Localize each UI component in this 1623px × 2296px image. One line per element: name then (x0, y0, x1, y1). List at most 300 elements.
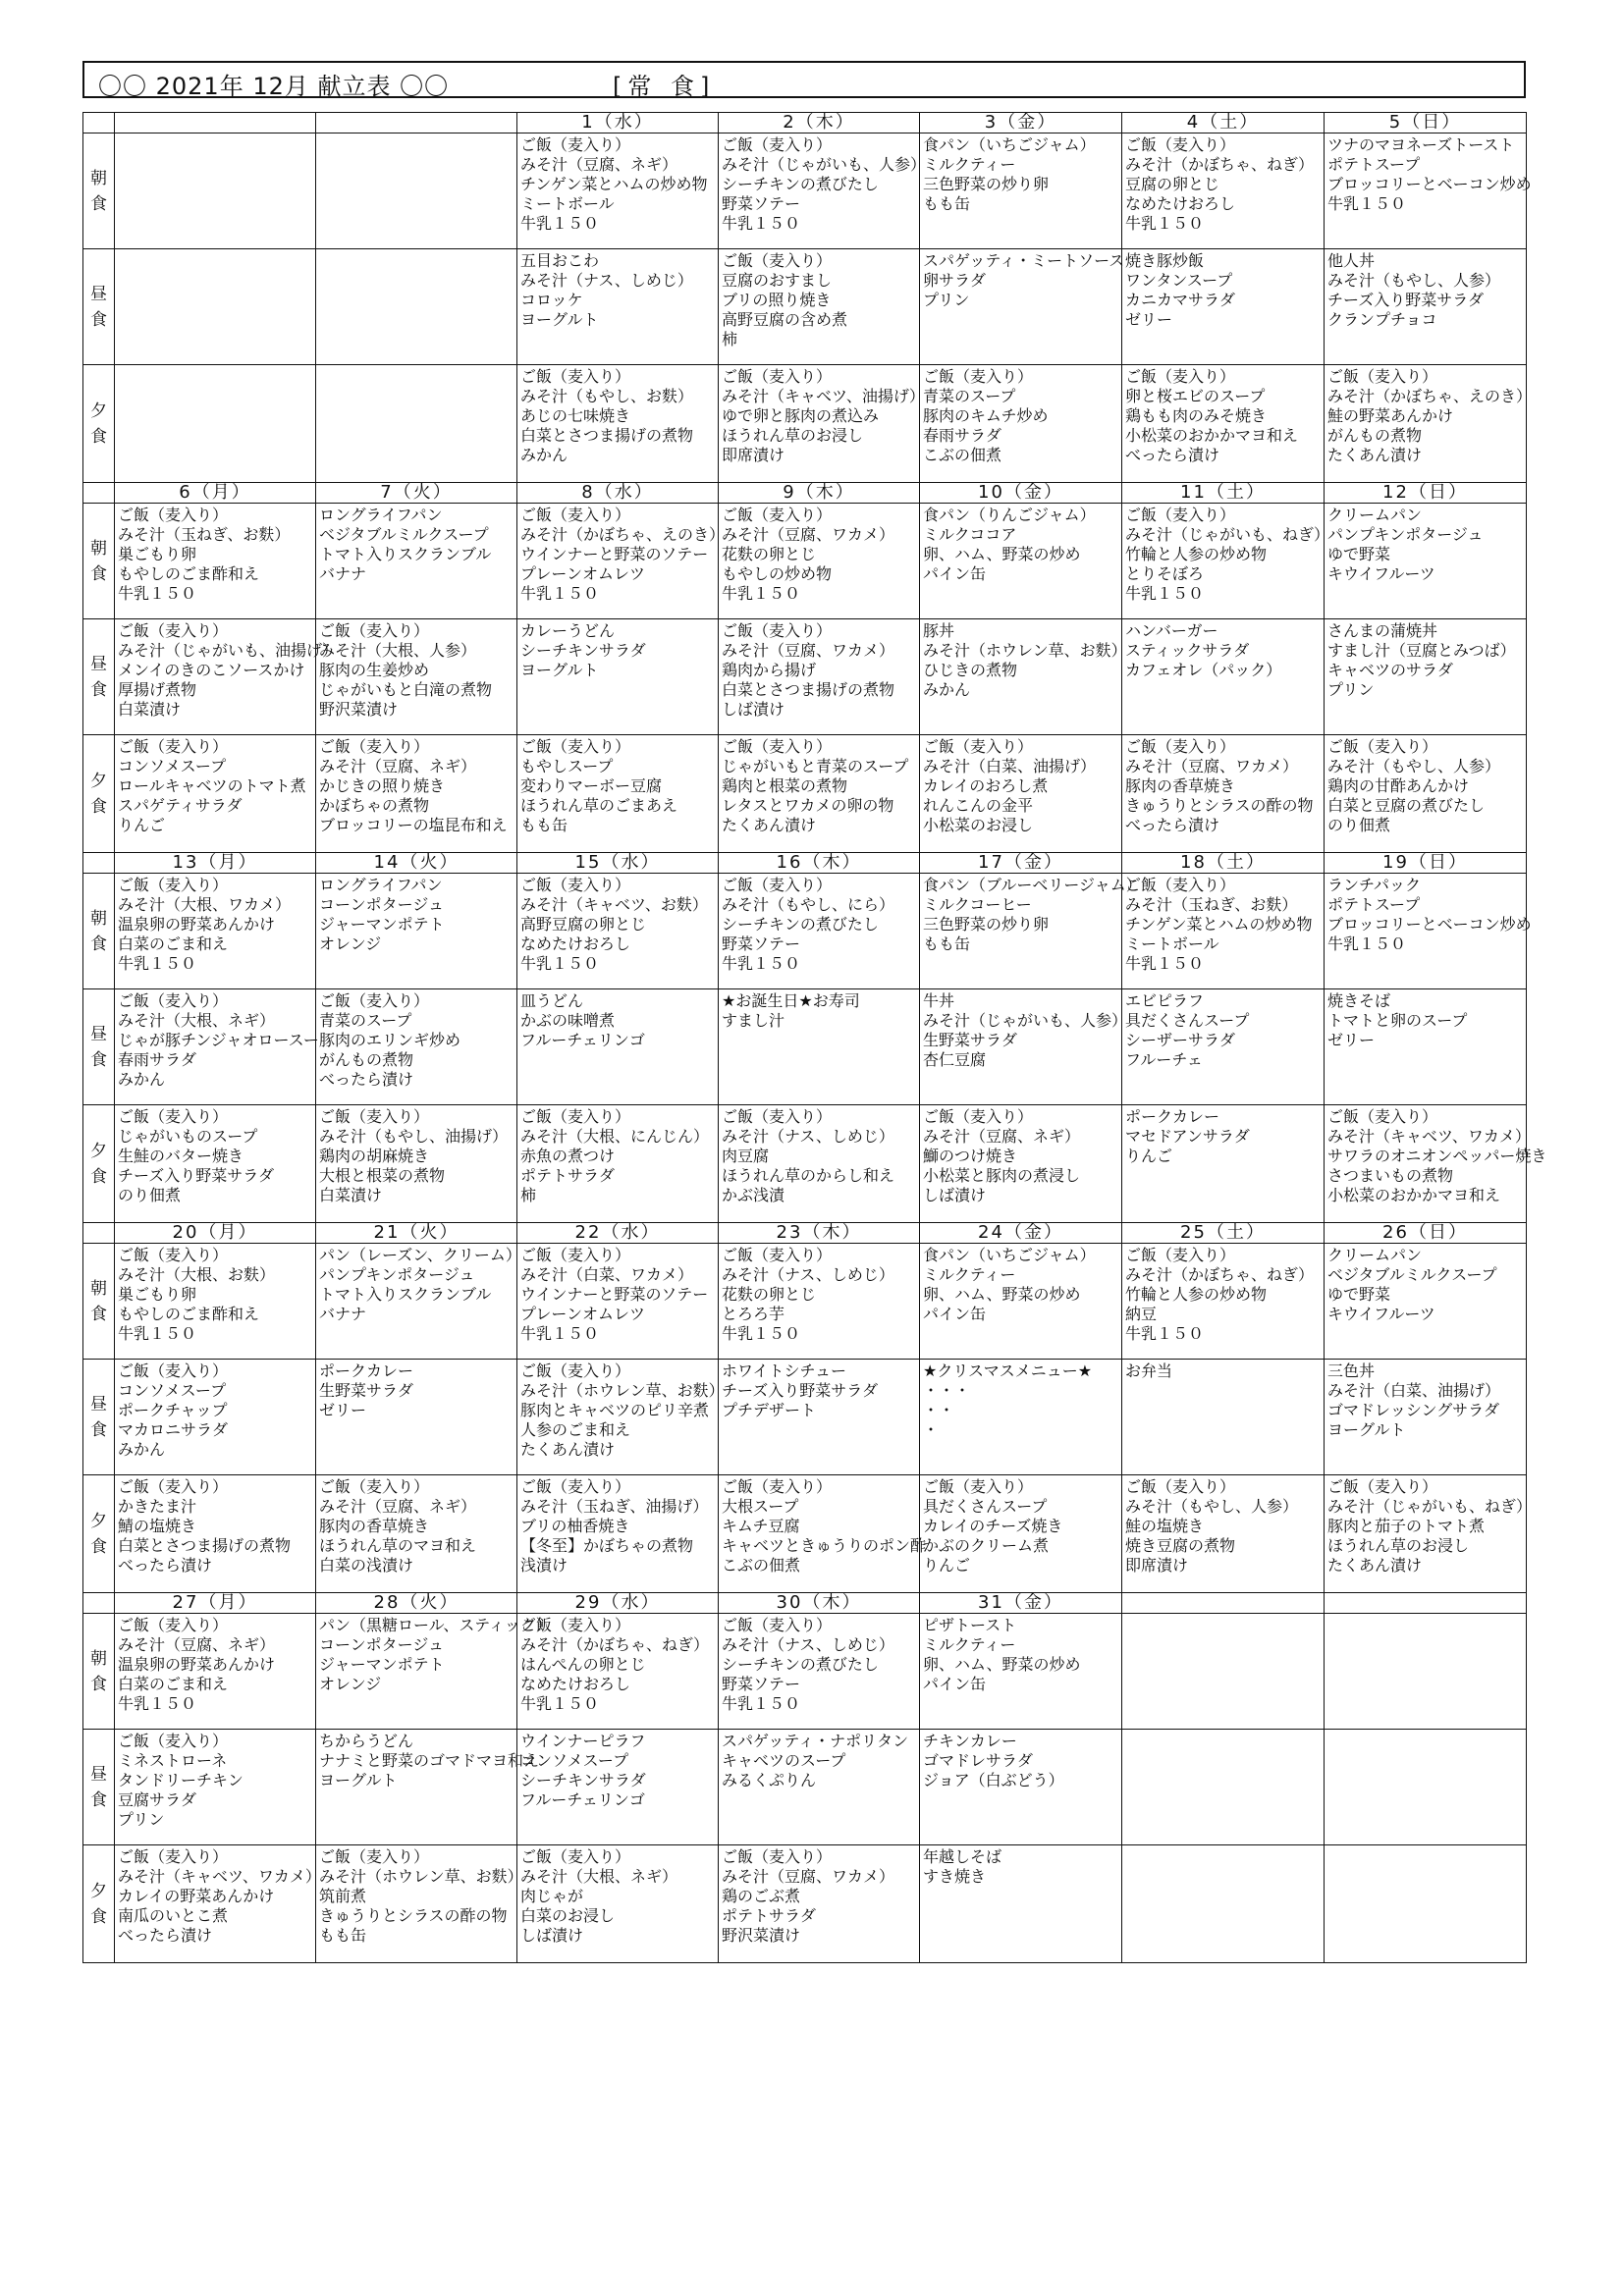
breakfast-label (83, 133, 115, 249)
lunch-cell (920, 1730, 1122, 1845)
dish-item: キャベツときゅうりのポン酢 (722, 1536, 927, 1555)
dish-item: ツナのマヨネーズトースト (1327, 135, 1515, 154)
dish-item: 鯖の塩焼き (118, 1517, 197, 1535)
dish-item: 浅漬け (520, 1556, 568, 1575)
dish-item: 年越しそば (923, 1847, 1002, 1866)
dish-item: 具だくさんスープ (1125, 1011, 1250, 1030)
dish-item: 白菜漬け (118, 700, 182, 719)
dish-item: 牛乳１５０ (722, 954, 801, 973)
dish-item: ご飯（麦入り） (520, 1246, 631, 1264)
dinner-cell (1325, 1475, 1533, 1593)
dinner-cell (719, 1845, 920, 1963)
dish-item: ご飯（麦入り） (722, 1477, 833, 1496)
dish-item: ミネストローネ (118, 1751, 228, 1770)
lunch-cell (115, 1730, 316, 1845)
dinner-label (83, 1475, 115, 1593)
dish-item: ミルクティー (923, 1265, 1016, 1284)
dish-item: シーチキンの煮びたし (722, 175, 879, 193)
dish-item: トマト入りスクランブル (319, 1285, 492, 1304)
dish-item: 豆腐のおすまし (722, 271, 833, 290)
dish-item: じゃがいものスープ (118, 1127, 258, 1146)
dish-item: ご飯（麦入り） (118, 1616, 229, 1634)
breakfast-cell (1325, 133, 1532, 249)
dish-item: オレンジ (319, 1675, 382, 1693)
meal-label-text: 朝 食 (90, 1278, 107, 1324)
dish-item: フルーチェリンゴ (520, 1790, 645, 1809)
dish-item: みかん (520, 446, 568, 464)
dinner-cell (517, 365, 719, 483)
dish-item: スパゲティサラダ (118, 796, 243, 815)
dish-item: ほうれん草のお浸し (1327, 1536, 1470, 1555)
lunch-label (83, 619, 115, 735)
dish-item: みそ汁（じゃがいも、ねぎ） (1327, 1497, 1533, 1516)
dish-item: じゃが豚チンジャオロースー (118, 1031, 319, 1049)
dish-item: もやしの炒め物 (722, 564, 833, 583)
day-date: 16（木） (719, 853, 920, 874)
dish-item: ご飯（麦入り） (118, 1847, 229, 1866)
dish-item: カレーうどん (520, 621, 616, 640)
lunch-cell (1325, 1360, 1527, 1475)
dish-item: もも缶 (319, 1926, 367, 1945)
dish-item: ミートボール (520, 194, 615, 213)
dish-item: ご飯（麦入り） (520, 506, 631, 524)
breakfast-cell (920, 874, 1142, 989)
dish-item: ミルクココア (923, 525, 1017, 544)
dish-item: 野菜ソテー (722, 1675, 801, 1693)
dish-item: ご飯（麦入り） (118, 1362, 229, 1380)
dish-item: みそ汁（ホウレン草、お麩） (923, 641, 1127, 660)
dish-item: もも缶 (520, 816, 568, 834)
dish-item: 生野菜サラダ (923, 1031, 1017, 1049)
dish-item: みそ汁（白菜、油揚げ） (923, 757, 1097, 775)
dish-item: ご飯（麦入り） (1125, 737, 1236, 756)
dish-item: ご飯（麦入り） (1327, 1107, 1438, 1126)
dish-item: パンプキンポタージュ (319, 1265, 475, 1284)
dish-item: トマトと卵のスープ (1327, 1011, 1468, 1030)
dish-item: 春雨サラダ (118, 1050, 196, 1069)
dish-item: ご飯（麦入り） (319, 1477, 430, 1496)
dish-item: 鮭の野菜あんかけ (1327, 406, 1454, 425)
dish-item: ジャーマンポテト (319, 1655, 445, 1674)
dinner-cell (1122, 735, 1325, 853)
dish-item: 焼き豆腐の煮物 (1125, 1536, 1236, 1555)
dish-item: 牛乳１５０ (1125, 584, 1205, 603)
dish-item: みそ汁（ホウレン草、お麩） (520, 1381, 725, 1400)
dish-item: ミルクティー (923, 155, 1016, 174)
dish-item: 焼きそば (1327, 991, 1391, 1010)
day-date: 2（木） (719, 113, 920, 133)
dish-item: みそ汁（キャベツ、ワカメ） (1327, 1127, 1531, 1146)
dish-item: さんまの蒲焼丼 (1327, 621, 1438, 640)
lunch-cell (920, 989, 1128, 1105)
dish-item: すまし汁（豆腐とみつば） (1327, 641, 1516, 660)
dinner-cell (1325, 1845, 1527, 1963)
dish-item: ホワイトシチュー (722, 1362, 847, 1380)
dish-item: コンソメスープ (118, 757, 227, 775)
lunch-cell (316, 989, 517, 1105)
dish-item: 牛乳１５０ (520, 584, 600, 603)
dish-item: カフェオレ（パック） (1125, 661, 1282, 679)
dish-item: 牛乳１５０ (1125, 1324, 1205, 1343)
lunch-cell (920, 1360, 1122, 1475)
breakfast-row (83, 504, 1527, 619)
dish-item: コンソメスープ (520, 1751, 629, 1770)
dish-item: みそ汁（キャベツ、お麩） (520, 895, 708, 914)
lunch-cell (719, 989, 920, 1105)
dish-item: みそ汁（じゃがいも、人参） (923, 1011, 1128, 1030)
lunch-cell (115, 249, 316, 365)
day-date (115, 113, 316, 133)
dish-item: みそ汁（白菜、油揚げ） (1327, 1381, 1501, 1400)
dish-item: ちからうどん (319, 1732, 414, 1750)
dish-item: きゅうりとシラスの酢の物 (1125, 796, 1314, 815)
lunch-cell (1122, 619, 1325, 735)
dish-item: プレーンオムレツ (520, 1305, 646, 1323)
dish-item: みそ汁（ナス、しめじ） (722, 1127, 894, 1146)
day-date: 30（木） (719, 1593, 920, 1614)
dish-item: 牛乳１５０ (118, 584, 197, 603)
dish-item: もやしのごま酢和え (118, 1305, 260, 1323)
dish-item: ご飯（麦入り） (1327, 737, 1438, 756)
dish-item: ご飯（麦入り） (520, 737, 631, 756)
dish-item: ご飯（麦入り） (722, 1616, 833, 1634)
dish-item: みかん (118, 1440, 166, 1459)
dish-item: ★お誕生日★お寿司 (722, 991, 860, 1010)
breakfast-cell (920, 1244, 1122, 1360)
dish-item: 鶏のごぶ煮 (722, 1887, 801, 1905)
dish-item: ベジタブルミルクスープ (319, 525, 489, 544)
dinner-cell (1122, 1475, 1325, 1593)
dish-item: クリームパン (1327, 1246, 1423, 1264)
dish-item: ベジタブルミルクスープ (1327, 1265, 1497, 1284)
dish-item: みそ汁（かぼちゃ、えのき） (1327, 387, 1533, 405)
breakfast-row (83, 1614, 1527, 1730)
dish-item: 牛乳１５０ (118, 1324, 197, 1343)
dish-item: カレイのチーズ焼き (923, 1517, 1063, 1535)
dish-item: カレイのおろし煮 (923, 776, 1049, 795)
dish-item: かぼちゃの煮物 (319, 796, 430, 815)
dish-item: ご飯（麦入り） (923, 1477, 1034, 1496)
breakfast-cell (719, 1244, 920, 1360)
dish-item: ご飯（麦入り） (1125, 506, 1236, 524)
day-date: 19（日） (1325, 853, 1527, 874)
dish-item: みそ汁（かぼちゃ、ねぎ） (520, 1635, 710, 1654)
breakfast-cell (1325, 1244, 1527, 1360)
breakfast-cell (316, 133, 517, 249)
lunch-cell (316, 619, 517, 735)
dish-item: 野沢菜漬け (319, 700, 399, 719)
dish-item: ゆで野菜 (1327, 1285, 1391, 1304)
breakfast-cell (517, 504, 726, 619)
dish-item: ミートボール (1125, 934, 1219, 953)
dish-item: ご飯（麦入り） (520, 876, 631, 894)
dish-item: とろろ芋 (722, 1305, 785, 1323)
dish-item: みそ汁（大根、お麩） (118, 1265, 276, 1284)
breakfast-cell (517, 874, 719, 989)
dish-item: かきたま汁 (118, 1497, 197, 1516)
dinner-cell (517, 735, 719, 853)
dish-item: パイン缶 (923, 564, 987, 583)
dinner-cell (316, 1845, 523, 1963)
dish-item: コーンポタージュ (319, 895, 445, 914)
dish-item: のり佃煮 (118, 1186, 182, 1204)
day-date (1122, 1593, 1325, 1614)
dish-item: 人参のごま和え (520, 1420, 631, 1439)
dish-item: 牛乳１５０ (118, 954, 197, 973)
dish-item: 肉じゃが (520, 1887, 584, 1905)
dinner-cell (920, 1845, 1122, 1963)
date-header-row (83, 483, 1527, 504)
day-date: 9（木） (719, 483, 920, 504)
dish-item: 青菜のスープ (319, 1011, 412, 1030)
breakfast-label (83, 1614, 115, 1730)
breakfast-cell (719, 133, 927, 249)
dish-item: 竹輪と人参の炒め物 (1125, 545, 1268, 563)
meal-label-text: 朝 食 (90, 538, 107, 584)
day-date: 29（水） (517, 1593, 719, 1614)
dish-item: パイン缶 (923, 1675, 987, 1693)
dish-item: ブリの柚香焼き (520, 1517, 630, 1535)
meal-label-text: 夕 食 (90, 1511, 107, 1557)
dish-item: ヨーグルト (520, 661, 599, 679)
dish-item: 杏仁豆腐 (923, 1050, 987, 1069)
dish-item: 南瓜のいとこ煮 (118, 1906, 229, 1925)
dinner-row (83, 1105, 1527, 1223)
dish-item: お弁当 (1125, 1362, 1173, 1380)
dish-item: 花麩の卵とじ (722, 1285, 817, 1304)
dish-item: レタスとワカメの卵の物 (722, 796, 894, 815)
dish-item: ご飯（麦入り） (118, 506, 229, 524)
dish-item: エビピラフ (1125, 991, 1205, 1010)
dinner-row (83, 365, 1527, 483)
dish-item: りんご (118, 816, 166, 834)
dish-item: みそ汁（豆腐、ワカメ） (1125, 757, 1299, 775)
dish-item: みそ汁（大根、ネギ） (520, 1867, 678, 1886)
dish-item: ヨーグルト (319, 1771, 398, 1789)
dish-item: みそ汁（もやし、人参） (1125, 1497, 1299, 1516)
dinner-cell (517, 1105, 719, 1223)
dish-item: みそ汁（もやし、にら） (722, 895, 895, 914)
dinner-label (83, 1105, 115, 1223)
day-date: 26（日） (1325, 1223, 1527, 1244)
day-date: 5（日） (1325, 113, 1527, 133)
lunch-cell (517, 1730, 719, 1845)
dish-item: 白菜と豆腐の煮びたし (1327, 796, 1486, 815)
dish-item: コロッケ (520, 291, 583, 309)
breakfast-cell (719, 1614, 920, 1730)
dish-item: カニカマサラダ (1125, 291, 1235, 309)
dish-item: 他人丼 (1327, 251, 1376, 270)
dish-item: 白菜のお浸し (520, 1906, 616, 1925)
dish-item: 高野豆腐の含め煮 (722, 310, 848, 329)
lunch-row (83, 989, 1527, 1105)
dish-item: 野菜ソテー (722, 194, 801, 213)
dish-item: べったら漬け (319, 1070, 414, 1089)
dinner-cell (517, 1845, 719, 1963)
dish-item: ロングライフパン (319, 876, 443, 894)
dish-item: 厚揚げ煮物 (118, 680, 197, 699)
dish-item: ゆで野菜 (1327, 545, 1391, 563)
dish-item: 牛乳１５０ (1327, 934, 1407, 953)
dish-item: みそ汁（ホウレン草、お麩） (319, 1867, 523, 1886)
dish-item: 牛乳１５０ (1327, 194, 1407, 213)
dish-item: ご飯（麦入り） (118, 1246, 229, 1264)
breakfast-cell (517, 1614, 719, 1730)
dish-item: みそ汁（豆腐、ワカメ） (722, 641, 895, 660)
lunch-cell (1325, 1730, 1527, 1845)
dish-item: 柿 (520, 1186, 537, 1204)
dish-item: なめたけおろし (520, 934, 631, 953)
dinner-cell (316, 1475, 517, 1593)
dish-item: 牛乳１５０ (1125, 954, 1205, 973)
lunch-label (83, 1730, 115, 1845)
dish-item: ハンバーガー (1125, 621, 1218, 640)
dish-item: みそ汁（大根、にんじん） (520, 1127, 710, 1146)
dish-item: たくあん漬け (520, 1440, 616, 1459)
dinner-cell (1122, 1105, 1325, 1223)
dish-item: ご飯（麦入り） (520, 367, 631, 386)
dish-item: たくあん漬け (722, 816, 817, 834)
lunch-cell (719, 619, 920, 735)
dish-item: みそ汁（豆腐、ネギ） (319, 1497, 477, 1516)
dish-item: 生野菜サラダ (319, 1381, 413, 1400)
dish-item: ゼリー (1125, 310, 1173, 329)
dish-item: 食パン（いちごジャム） (923, 135, 1096, 154)
dish-item: みそ汁（玉ねぎ、油揚げ） (520, 1497, 709, 1516)
lunch-cell (316, 1360, 517, 1475)
dinner-cell (115, 735, 316, 853)
dish-item: ヨーグルト (1327, 1420, 1406, 1439)
dish-item: パン（黒糖ロール、スティック） (319, 1616, 552, 1634)
dish-item: ゴマドレサラダ (923, 1751, 1033, 1770)
dish-item: 食パン（ブルーベリージャム） (923, 876, 1142, 894)
meal-label-text: 夕 食 (90, 771, 107, 817)
dish-item: みかん (118, 1070, 166, 1089)
dish-item: ご飯（麦入り） (722, 621, 833, 640)
dish-item: 白菜の浅漬け (319, 1556, 414, 1575)
dish-item: ほうれん草のからし和え (722, 1166, 895, 1185)
dish-item: みそ汁（ナス、しめじ） (722, 1635, 894, 1654)
dish-item: れんこんの金平 (923, 796, 1034, 815)
dinner-row (83, 1475, 1527, 1593)
dish-item: なめたけおろし (520, 1675, 631, 1693)
dish-item: ご飯（麦入り） (520, 1616, 631, 1634)
dish-item: ミルクティー (923, 1635, 1016, 1654)
dish-item: みそ汁（もやし、人参） (1327, 271, 1501, 290)
dish-item: チンゲン菜とハムの炒め物 (1125, 915, 1313, 934)
dish-item: ご飯（麦入り） (118, 876, 229, 894)
dish-item: 即席漬け (1125, 1556, 1189, 1575)
menu-table (82, 112, 1547, 1963)
dish-item: こぶの佃煮 (923, 446, 1002, 464)
dish-item: もやしのごま酢和え (118, 564, 260, 583)
dinner-cell (316, 365, 517, 483)
dish-item: 牛乳１５０ (520, 214, 600, 233)
lunch-cell (517, 619, 719, 735)
day-date: 11（土） (1122, 483, 1325, 504)
dish-item: べったら漬け (118, 1556, 213, 1575)
dish-item: ロールキャベツのトマト煮 (118, 776, 306, 795)
dish-item: しば漬け (520, 1926, 584, 1945)
breakfast-row (83, 1244, 1527, 1360)
day-date: 31（金） (920, 1593, 1122, 1614)
dish-item: ご飯（麦入り） (722, 506, 833, 524)
lunch-cell (115, 989, 319, 1105)
dish-item: ご飯（麦入り） (520, 1107, 631, 1126)
lunch-cell (517, 989, 719, 1105)
dish-item: ご飯（麦入り） (1125, 367, 1236, 386)
dish-item: 大根と根菜の煮物 (319, 1166, 446, 1185)
day-date: 27（月） (115, 1593, 316, 1614)
dinner-label (83, 735, 115, 853)
dish-item: とりそぼろ (1125, 564, 1205, 583)
meal-label-text: 朝 食 (90, 168, 107, 214)
day-date: 18（土） (1122, 853, 1325, 874)
day-date: 14（火） (316, 853, 517, 874)
dish-item: しば漬け (722, 700, 785, 719)
breakfast-cell (1122, 1614, 1325, 1730)
dish-item: カレイの野菜あんかけ (118, 1887, 275, 1905)
dish-item: べったら漬け (1125, 816, 1220, 834)
dish-item: みるくぷりん (722, 1771, 817, 1789)
dish-item: みそ汁（じゃがいも、油揚げ） (118, 641, 339, 660)
dish-item: ゆで卵と豚肉の煮込み (722, 406, 880, 425)
dinner-cell (719, 1105, 920, 1223)
dish-item: みそ汁（玉ねぎ、お麩） (1125, 895, 1298, 914)
dish-item: 巣ごもり卵 (118, 1285, 197, 1304)
dinner-row (83, 735, 1527, 853)
dish-item: あじの七味焼き (520, 406, 631, 425)
dish-item: 豚肉の香草焼き (319, 1517, 430, 1535)
date-header-row (83, 1223, 1527, 1244)
lunch-cell (1325, 619, 1527, 735)
dish-item: ご飯（麦入り） (923, 367, 1034, 386)
dish-item: ご飯（麦入り） (923, 737, 1034, 756)
dish-item: かじきの照り焼き (319, 776, 446, 795)
dish-item: 卵、ハム、野菜の炒め (923, 1285, 1081, 1304)
lunch-label (83, 249, 115, 365)
dish-item: ご飯（麦入り） (520, 1362, 631, 1380)
dish-item: スティックサラダ (1125, 641, 1250, 660)
dinner-cell (115, 1105, 316, 1223)
dish-item: ジョア（白ぶどう） (923, 1771, 1064, 1789)
breakfast-row (83, 133, 1527, 249)
dish-item: トマト入りスクランブル (319, 545, 492, 563)
dish-item: みそ汁（もやし、人参） (1327, 757, 1501, 775)
dish-item: クランプチョコ (1327, 310, 1437, 329)
dish-item: 小松菜と豚肉の煮浸し (923, 1166, 1081, 1185)
dish-item: 柿 (722, 330, 738, 348)
dish-item: ご飯（麦入り） (319, 1107, 430, 1126)
dish-item: みそ汁（かぼちゃ、ねぎ） (1125, 155, 1315, 174)
dish-item: かぶのクリーム煮 (923, 1536, 1050, 1555)
dish-item: 卵、ハム、野菜の炒め (923, 1655, 1081, 1674)
dinner-cell (1122, 365, 1325, 483)
breakfast-cell (1122, 504, 1330, 619)
lunch-cell (920, 249, 1125, 365)
dish-item: ・ (923, 1420, 940, 1439)
dish-item: 即席漬け (722, 446, 785, 464)
dish-item: 野菜ソテー (722, 934, 801, 953)
menu-category: [常 食] (613, 73, 716, 100)
dish-item: キウイフルーツ (1327, 564, 1435, 583)
day-date: 13（月） (115, 853, 316, 874)
dish-item: たくあん漬け (1327, 1556, 1423, 1575)
dish-item: ご飯（麦入り） (1125, 135, 1236, 154)
dish-item: 納豆 (1125, 1305, 1158, 1323)
dish-item: こぶの佃煮 (722, 1556, 801, 1575)
lunch-cell (517, 249, 719, 365)
